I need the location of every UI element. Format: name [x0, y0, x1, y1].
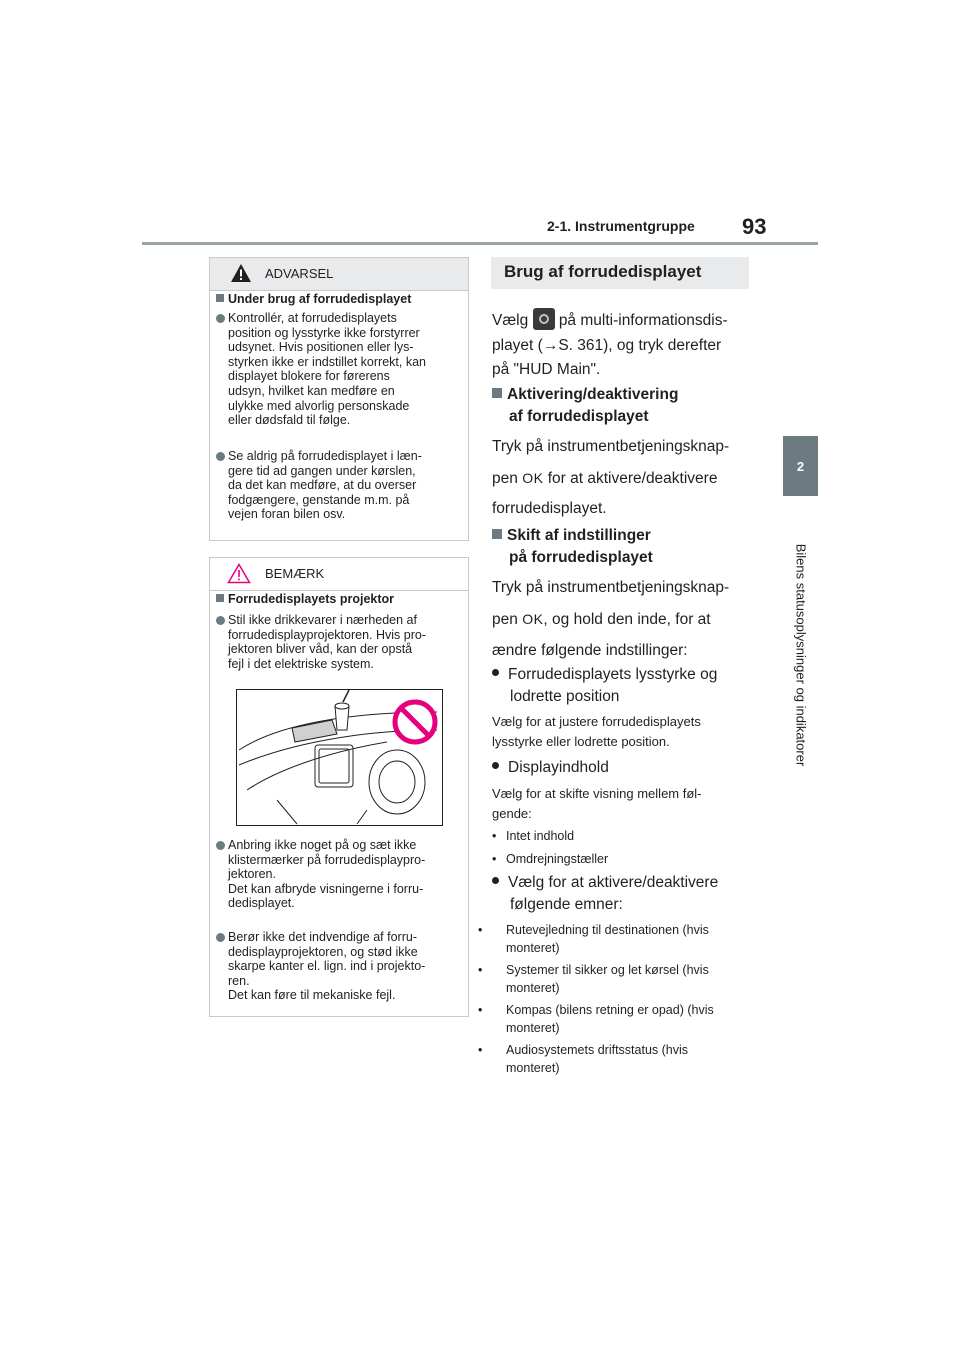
list-item: • Omdrejningstæller [492, 852, 609, 866]
bullet-dot-icon [216, 452, 225, 461]
ok-button-icon: OK [522, 611, 544, 627]
bullet-dot-icon [492, 669, 499, 676]
setting-brightness: Forrudedisplayets lysstyrke og [492, 666, 717, 684]
content-desc-1: Vælg for at skifte visning mellem føl- [492, 786, 702, 801]
square-bullet-icon [492, 529, 502, 539]
list-item: • Systemer til sikker og let kørsel (hvis monteret) [478, 963, 709, 995]
notice-item: Berør ikke det indvendige af forru- dedisplayprojektoren, og stød ikke skarpe kanter el. lign. ind i projekto- ren. Det kan føre til mekaniske fejl. [216, 930, 464, 1003]
square-bullet-icon [492, 388, 502, 398]
usage-heading: Brug af forrudedisplayet [491, 257, 749, 289]
ok-button-icon: OK [522, 470, 544, 486]
bullet-dot-icon [216, 616, 225, 625]
subsection-settings-title: Skift af indstillinger [492, 527, 651, 545]
activate-line-3: forrudedisplayet. [492, 500, 607, 517]
settings-line-2: pen OK, og hold den inde, for at [492, 611, 711, 628]
subsection-activate-title-2: af forrudedisplayet [509, 408, 649, 425]
setting-toggle-items: Vælg for at aktivere/deaktivere [492, 874, 718, 892]
brightness-desc-1: Vælg for at justere forrudedisplayets [492, 714, 701, 729]
intro-line-3: på "HUD Main". [492, 361, 601, 378]
dashboard-drawing [237, 690, 442, 825]
caution-icon [227, 563, 251, 584]
warning-header [210, 258, 468, 291]
content-desc-2: gende: [492, 806, 532, 821]
list-item: • Audiosystemets driftsstatus (hvis monteret) [478, 1043, 689, 1075]
notice-item: Anbring ikke noget på og sæt ikke klistermærker på forrudedisplaypro- jektoren. Det kan afbryde visningerne i forru- dedisplayet. [216, 838, 464, 911]
notice-title: Forrudedisplayets projektor [216, 592, 394, 606]
notice-label: BEMÆRK [265, 566, 325, 581]
chapter-name [772, 510, 830, 800]
chapter-name-text: Bilens statusoplysninger og indikatorer [793, 543, 809, 767]
warning-item: Kontrollér, at forrudedisplayets position og lysstyrke ikke forstyrrer udsynet. Hvis positionen eller lys- styrken ikke er indstillet korrekt, kan displayet blokere for førerens udsyn, hvilket kan medføre en ulykke med alvorlig personskade eller dødsfald til følge. [216, 311, 464, 428]
intro-line-1: Vælg på multi-informationsdis- [492, 308, 728, 330]
settings-line-3: ændre følgende indstillinger: [492, 642, 688, 659]
prohibition-icon [395, 702, 435, 742]
activate-line-1: Tryk på instrumentbetjeningsknap- [492, 438, 730, 455]
bullet-dot-icon [492, 762, 499, 769]
bullet-dot-icon [216, 933, 225, 942]
square-bullet-icon [216, 594, 224, 602]
subsection-settings-title-2: på forrudedisplayet [509, 549, 653, 566]
activate-line-2: pen OK for at aktivere/deaktivere [492, 470, 718, 487]
header-rule [142, 242, 818, 245]
setting-brightness-2: lodrette position [510, 688, 620, 705]
setting-display-content: Displayindhold [492, 759, 609, 777]
list-item: • Intet indhold [492, 829, 575, 843]
section-title: 2-1. Instrumentgruppe [547, 218, 695, 234]
list-item: • Rutevejledning til destinationen (hvis monteret) [478, 923, 709, 955]
warning-label: ADVARSEL [265, 266, 334, 281]
bullet-dot-icon [492, 877, 499, 884]
chapter-tab [783, 436, 818, 496]
notice-item: Stil ikke drikkevarer i nærheden af forrudedisplayprojektoren. Hvis pro- jektoren bliver våd, kan der opstå fejl i det elektriske system. [216, 613, 464, 671]
hud-projector-illustration [236, 689, 443, 826]
cup-on-projector [335, 690, 349, 730]
notice-header [210, 558, 468, 591]
page-number: 93 [742, 214, 767, 239]
brightness-desc-2: lysstyrke eller lodrette position. [492, 734, 670, 749]
settings-line-1: Tryk på instrumentbetjeningsknap- [492, 579, 730, 596]
warning-title: Under brug af forrudedisplayet [216, 292, 411, 306]
setting-toggle-items-2: følgende emner: [510, 896, 623, 913]
warning-item: Se aldrig på forrudedisplayet i læn- gere tid ad gangen under kørslen, da det kan medføre, at du overser fodgængere, genstande m.m. på vejen foran bilen osv. [216, 449, 464, 522]
square-bullet-icon [216, 294, 224, 302]
subsection-activate-title: Aktivering/deaktivering [492, 386, 678, 404]
settings-gear-icon [533, 308, 555, 330]
list-item: • Kompas (bilens retning er opad) (hvis monteret) [478, 1003, 714, 1035]
bullet-dot-icon [216, 841, 225, 850]
bullet-dot-icon [216, 314, 225, 323]
intro-line-2: playet (→S. 361), og tryk derefter [492, 337, 722, 354]
warning-icon [230, 263, 252, 283]
warning-box [209, 257, 469, 541]
chapter-number: 2 [796, 458, 805, 474]
